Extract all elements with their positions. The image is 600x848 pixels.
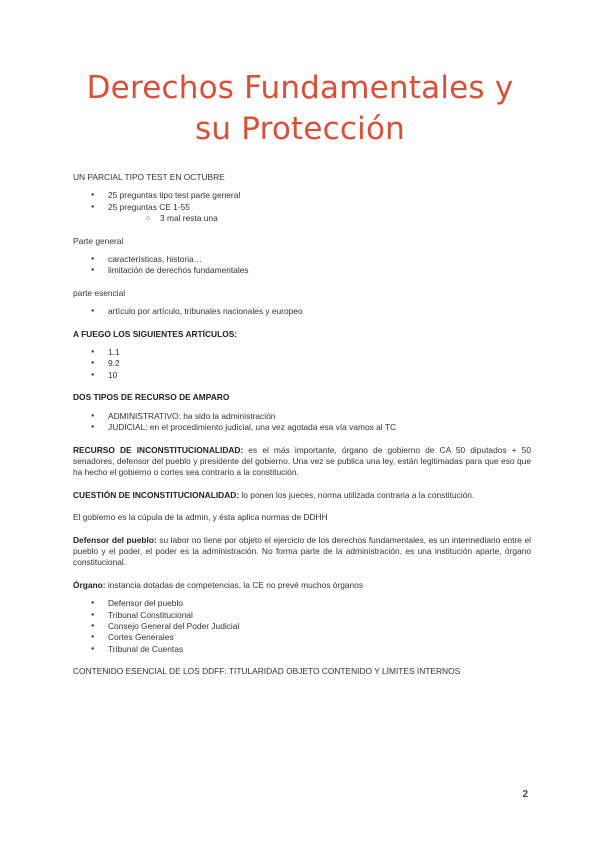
parte-general-heading: Parte general bbox=[73, 235, 124, 246]
amparo-list bbox=[73, 411, 531, 434]
defensor-text: su labor no tiene por objeto el ejercicio de los derechos fundamentales, es un intermediario entre el pueblo y el poder, el poder es la administración. No forma parte de la administración, es una institución aparte, órgano constitucional. bbox=[73, 534, 531, 568]
recurso-text: es el más importante, órgano de gobierno de CA 50 diputados + 50 senadores, defensor del pueblo y presidente del gobierno. Una vez se publica una ley, están legitimadas para que eso que ha hecho el gobierno o cortes sea contrario a la constitución. bbox=[73, 444, 531, 478]
parte-general-list bbox=[73, 254, 531, 277]
gobierno-paragraph: El gobierno es la cúpula de la admin, y ésta aplica normas de DDHH bbox=[73, 512, 328, 523]
list-item bbox=[91, 202, 531, 225]
parcial-sublist bbox=[108, 213, 531, 224]
contenido-heading: CONTENIDO ESENCIAL DE LOS DDFF: TITULARIDAD OBJETO CONTENIDO Y LÍMITES INTERNOS bbox=[73, 666, 461, 677]
list-item: ● Tribunal Constitucional bbox=[91, 610, 531, 621]
defensor-label: Defensor del pueblo: bbox=[73, 534, 157, 545]
recurso-paragraph bbox=[73, 445, 531, 479]
articulos-heading: A FUEGO LOS SIGUIENTES ARTÍCULOS: bbox=[73, 328, 238, 339]
parte-esencial-list bbox=[73, 306, 531, 317]
list-item: ● JUDICIAL: en el procedimiento judicial, una vez agotada esa vía vamos al TC bbox=[91, 422, 531, 433]
parcial-list bbox=[73, 190, 531, 224]
list-item: ● Tribunal de Cuentas bbox=[91, 644, 531, 655]
organo-list bbox=[73, 598, 531, 655]
organo-paragraph bbox=[73, 580, 531, 591]
list-item: ● 10 bbox=[91, 370, 531, 381]
list-item-label: 25 preguntas CE 1-55 bbox=[108, 201, 190, 212]
parcial-heading: UN PARCIAL TIPO TEST EN OCTUBRE bbox=[73, 172, 225, 182]
list-item: ● Consejo General del Poder Judicial bbox=[91, 621, 531, 632]
organo-label: Órgano: bbox=[73, 579, 106, 590]
page-number: 2 bbox=[522, 789, 528, 800]
sublist-item: ○ 3 mal resta una bbox=[146, 213, 531, 224]
amparo-heading: DOS TIPOS DE RECURSO DE AMPARO bbox=[73, 392, 230, 403]
list-item: ● 25 preguntas tipo test parte general bbox=[91, 190, 531, 201]
organo-text: instancia dotadas de competencias, la CE no prevé muchos órganos bbox=[105, 579, 364, 590]
list-item: ● artículo por artículo, tribunales nacionales y europeo bbox=[91, 306, 531, 317]
cuestion-label: CUESTIÓN DE INCONSTITUCIONALIDAD: bbox=[73, 489, 240, 500]
defensor-paragraph bbox=[73, 535, 531, 569]
list-item: ● 1.1 bbox=[91, 347, 531, 358]
title-line-2: su Protección bbox=[195, 111, 405, 147]
list-item: ● limitación de derechos fundamentales bbox=[91, 265, 531, 276]
parte-esencial-heading: parte esencial bbox=[73, 287, 126, 298]
title-line-1: Derechos Fundamentales y bbox=[86, 70, 514, 106]
document-body bbox=[73, 172, 531, 678]
list-item: ● Defensor del pueblo bbox=[91, 598, 531, 609]
list-item: ● ADMINISTRATIVO: ha sido la administración bbox=[91, 411, 531, 422]
list-item: ● 9.2 bbox=[91, 358, 531, 369]
articulos-list bbox=[73, 347, 531, 381]
document-title bbox=[40, 68, 560, 150]
cuestion-paragraph bbox=[73, 490, 531, 501]
recurso-label: RECURSO DE INCONSTITUCIONALIDAD: bbox=[73, 444, 244, 455]
cuestion-text: lo ponen los jueces, norma utilizada contraria a la constitución. bbox=[239, 489, 475, 500]
list-item: ● Cortes Generales bbox=[91, 632, 531, 643]
list-item: ● características, historia… bbox=[91, 254, 531, 265]
